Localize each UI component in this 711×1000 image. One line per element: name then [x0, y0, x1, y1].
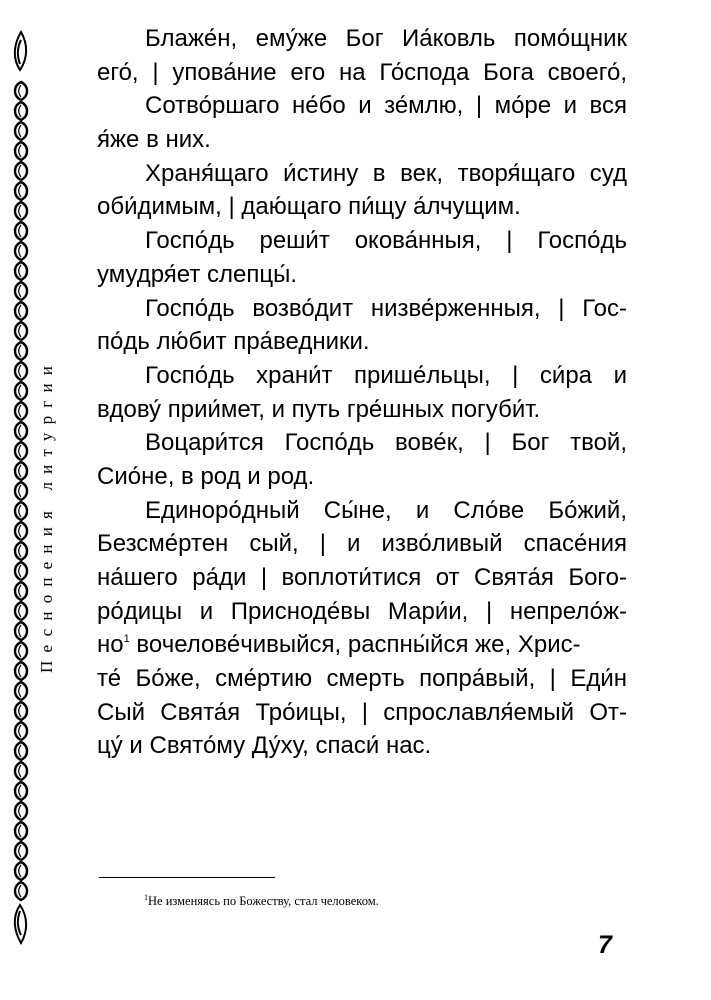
text-line: умудря́ет слепцы́.: [97, 260, 298, 288]
text-line: Блаже́н, ему́же Бог Иа́ковль помо́щник: [145, 25, 627, 52]
text-line: я́же в них.: [97, 126, 211, 154]
border-bead-detail: [19, 105, 21, 117]
text-line-with-footnote: [97, 628, 627, 662]
border-bead-detail: [19, 665, 21, 677]
border-bead: [15, 842, 27, 860]
border-bead-detail: [19, 245, 21, 257]
border-bead-detail: [19, 145, 21, 157]
border-bead-detail: [19, 225, 21, 237]
border-bead: [15, 802, 27, 820]
border-bead-detail: [19, 825, 21, 837]
border-bead-detail: [19, 785, 21, 797]
border-bead-detail: [19, 725, 21, 737]
text-line: цу́ и Свято́му Ду́ху, спаси́ нас.: [97, 732, 432, 760]
footnote-reference[interactable]: 1: [123, 633, 130, 646]
border-bead: [15, 442, 27, 460]
border-bead-detail: [19, 685, 21, 697]
border-bead-detail: [19, 125, 21, 137]
border-bead: [15, 882, 27, 900]
border-bead-detail: [19, 525, 21, 537]
border-bead-detail: [19, 625, 21, 637]
border-bead-detail: [19, 185, 21, 197]
border-bead-detail: [19, 765, 21, 777]
border-bead-detail: [19, 345, 21, 357]
border-bead-detail: [19, 405, 21, 417]
text-line: на́шего ра́ди | воплоти́тися от Свята́я Бого-: [97, 564, 627, 591]
border-bead: [15, 262, 27, 280]
border-bead: [15, 182, 27, 200]
border-bead-detail: [19, 285, 21, 297]
border-bead-detail: [19, 885, 21, 897]
text-line: по́дь лю́бит пра́ведники.: [97, 328, 370, 356]
page-number: 7: [598, 931, 612, 959]
text-line: Госпо́дь возво́дит низве́рженныя, | Гос-: [145, 294, 627, 322]
text-line: его́, | упова́ние его на Го́спода Бога своего́,: [97, 58, 627, 86]
text-line: те́ Бо́же, сме́ртию смерть попра́вый, | Еди́н: [97, 665, 627, 693]
border-bead: [15, 322, 27, 340]
border-bead: [15, 202, 27, 220]
text-line: Безсме́ртен сый, | и изво́ливый спасе́ния: [97, 530, 627, 558]
border-bead: [15, 482, 27, 500]
border-bead: [15, 562, 27, 580]
border-bead: [15, 502, 27, 520]
text-fragment: но: [97, 631, 124, 659]
border-bead-detail: [19, 745, 21, 757]
text-line: Сый Свята́я Тро́ицы, | спрославля́емый От-: [97, 698, 627, 726]
border-bead: [15, 662, 27, 680]
border-bead-detail: [19, 485, 21, 497]
border-bead: [15, 302, 27, 320]
border-bead: [15, 642, 27, 660]
footnote: [144, 893, 379, 909]
border-bead-detail: [19, 205, 21, 217]
border-bead: [15, 742, 27, 760]
border-bead-detail: [19, 865, 21, 877]
border-bead: [15, 142, 27, 160]
text-fragment: вочелове́чивыйся, распны́йся же, Хрис-: [136, 631, 581, 659]
border-bead-detail: [19, 465, 21, 477]
border-bead: [15, 522, 27, 540]
footnote-divider: [99, 877, 275, 878]
border-bead-detail: [19, 845, 21, 857]
text-line: оби́димым, | даю́щаго пи́щу а́лчущим.: [97, 193, 521, 221]
decorative-border-ornament: [6, 30, 36, 945]
border-bead: [15, 162, 27, 180]
text-line: Госпо́дь реши́т окова́нныя, | Госпо́дь: [145, 227, 627, 255]
border-bead-detail: [19, 605, 21, 617]
border-bead-detail: [19, 505, 21, 517]
border-bead: [15, 682, 27, 700]
border-bead: [15, 822, 27, 840]
border-bead: [15, 722, 27, 740]
border-bead-detail: [19, 385, 21, 397]
border-bead: [15, 762, 27, 780]
border-bead: [15, 462, 27, 480]
border-bead-detail: [19, 645, 21, 657]
border-bead: [15, 422, 27, 440]
border-bead: [15, 702, 27, 720]
border-bead-detail: [19, 265, 21, 277]
running-header-text: Песнопения литургии: [37, 357, 56, 673]
border-bead-detail: [19, 545, 21, 557]
border-bead: [15, 282, 27, 300]
border-bead-detail: [19, 565, 21, 577]
border-bead: [15, 382, 27, 400]
border-bead: [15, 242, 27, 260]
border-bead: [15, 342, 27, 360]
text-line: Госпо́дь храни́т прише́льцы, | си́ра и: [145, 361, 627, 389]
border-bead: [15, 542, 27, 560]
border-bead: [15, 122, 27, 140]
text-line: Воцари́тся Госпо́дь вове́к, | Бог твой,: [145, 429, 627, 457]
text-line: вдову́ прии́мет, и путь гре́шных погуби́т.: [97, 395, 541, 423]
footnote-marker: 1: [144, 893, 148, 902]
psalm-text: [97, 22, 627, 763]
text-line: Сотво́ршаго не́бо и зе́млю, | мо́ре и вся: [145, 92, 627, 120]
text-line: Единоро́дный Сы́не, и Сло́ве Бо́жий,: [145, 496, 627, 524]
text-line: ро́дицы и Присноде́вы Мари́и, | непрело́ж-: [97, 597, 627, 625]
border-bead: [15, 582, 27, 600]
border-bead: [15, 82, 27, 100]
border-bead: [15, 102, 27, 120]
border-bead: [15, 782, 27, 800]
border-bead-detail: [19, 705, 21, 717]
border-bead-detail: [19, 365, 21, 377]
border-bead: [15, 402, 27, 420]
text-line: Храня́щаго и́стину в век, творя́щаго суд: [145, 159, 627, 187]
text-line: Сио́не, в род и род.: [97, 462, 315, 490]
border-bead: [15, 862, 27, 880]
border-bead-detail: [19, 585, 21, 597]
border-bead-detail: [19, 325, 21, 337]
border-bead-detail: [19, 445, 21, 457]
border-bead: [15, 622, 27, 640]
border-bead: [15, 222, 27, 240]
footnote-text: Не изменяясь по Божеству, стал человеком.: [148, 894, 379, 909]
border-bead-detail: [19, 425, 21, 437]
border-bead: [15, 362, 27, 380]
running-header: [33, 295, 59, 675]
border-bead-detail: [19, 305, 21, 317]
border-bead-detail: [19, 85, 21, 97]
border-bead-detail: [19, 165, 21, 177]
border-bead-detail: [19, 805, 21, 817]
border-bead: [15, 602, 27, 620]
